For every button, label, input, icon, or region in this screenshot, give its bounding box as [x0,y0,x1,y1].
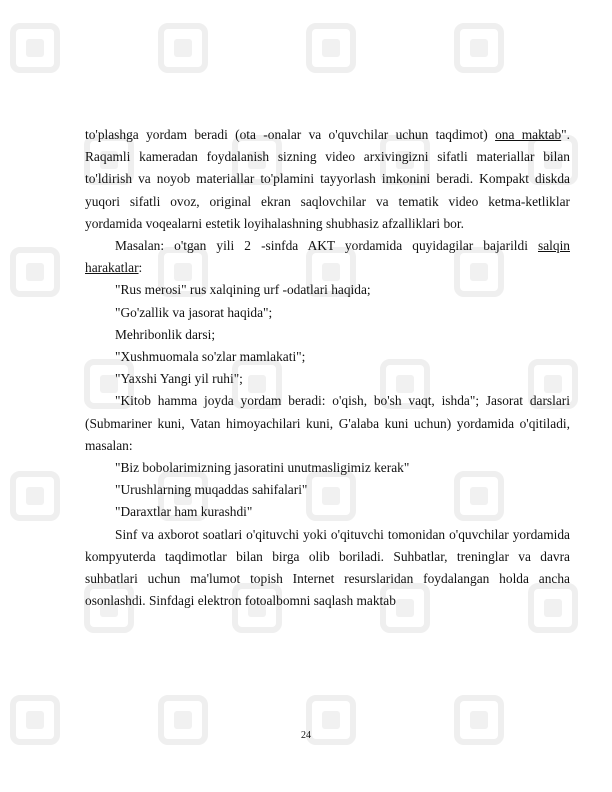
paragraph-example-colon: : [138,260,143,276]
paragraph-kitob: "Kitob hamma joyda yordam beradi: o'qish, bo'sh vaqt, ishda"; Jasorat darslari (Submariner kuni, Vatan himoyachilari kuni, G'alaba kuni uchun) yordamida o'qitiladi, masalan: [85,393,570,453]
paragraph-sinf: Sinf va axborot soatlari o'qituvchi yoki o'qituvchi tomonidan o'quvchilar yordamida kompyuterda taqdimotlar bilan birga olib boriladi. Suhbatlar, treninglar va davra suhbatlari uchun ma'lumot topish Internet resurslaridan foydalangan holda ancha osonlashdi. Sinfdagi elektron fotoalbomni saqlash maktab [85,526,570,609]
list-item: Mehribonlik darsi; [115,326,216,342]
list-item: "Urushlarning muqaddas sahifalari" [115,482,308,498]
document-body [85,124,570,612]
list-item: "Rus merosi" rus xalqining urf -odatlari haqida; [115,282,371,298]
link-ona-maktab[interactable]: ona maktab [495,127,562,142]
list-item: "Yaxshi Yangi yil ruhi"; [115,371,243,387]
list-item: "Daraxtlar ham kurashdi" [115,504,253,520]
link-salqin-harakatlar[interactable]: salqin harakatlar [85,238,570,276]
list-item: "Xushmuomala so'zlar mamlakati"; [115,349,306,365]
paragraph-intro-text-start: to'plashga yordam beradi (ota -onalar va o'quvchilar uchun taqdimot) [85,127,496,142]
paragraph-example [85,235,570,279]
paragraph-intro-text-end: ". Raqamli kameradan foydalanish sizning video arxivingizni sifatli materiallar bilan to'ldirish va noyob materiallar to'plamini tayyorlash imkonini beradi. Kompakt diskda yuqori sifatli ovoz, original ekran saqlovchilar va tematik video ketma-ketliklar yordamida voqealarni estetik loyihalashning shubhasiz afzalliklari bor. [85,127,570,231]
page-number: 24 [301,730,311,741]
paragraph-example-text: Masalan: o'tgan yili 2 -sinfda AKT yordamida quyidagilar bajarildi [115,238,538,254]
list-item: "Biz bobolarimizning jasoratini unutmasligimiz kerak" [115,460,410,476]
paragraph-intro [85,124,570,235]
list-item: "Go'zallik va jasorat haqida"; [115,304,273,320]
